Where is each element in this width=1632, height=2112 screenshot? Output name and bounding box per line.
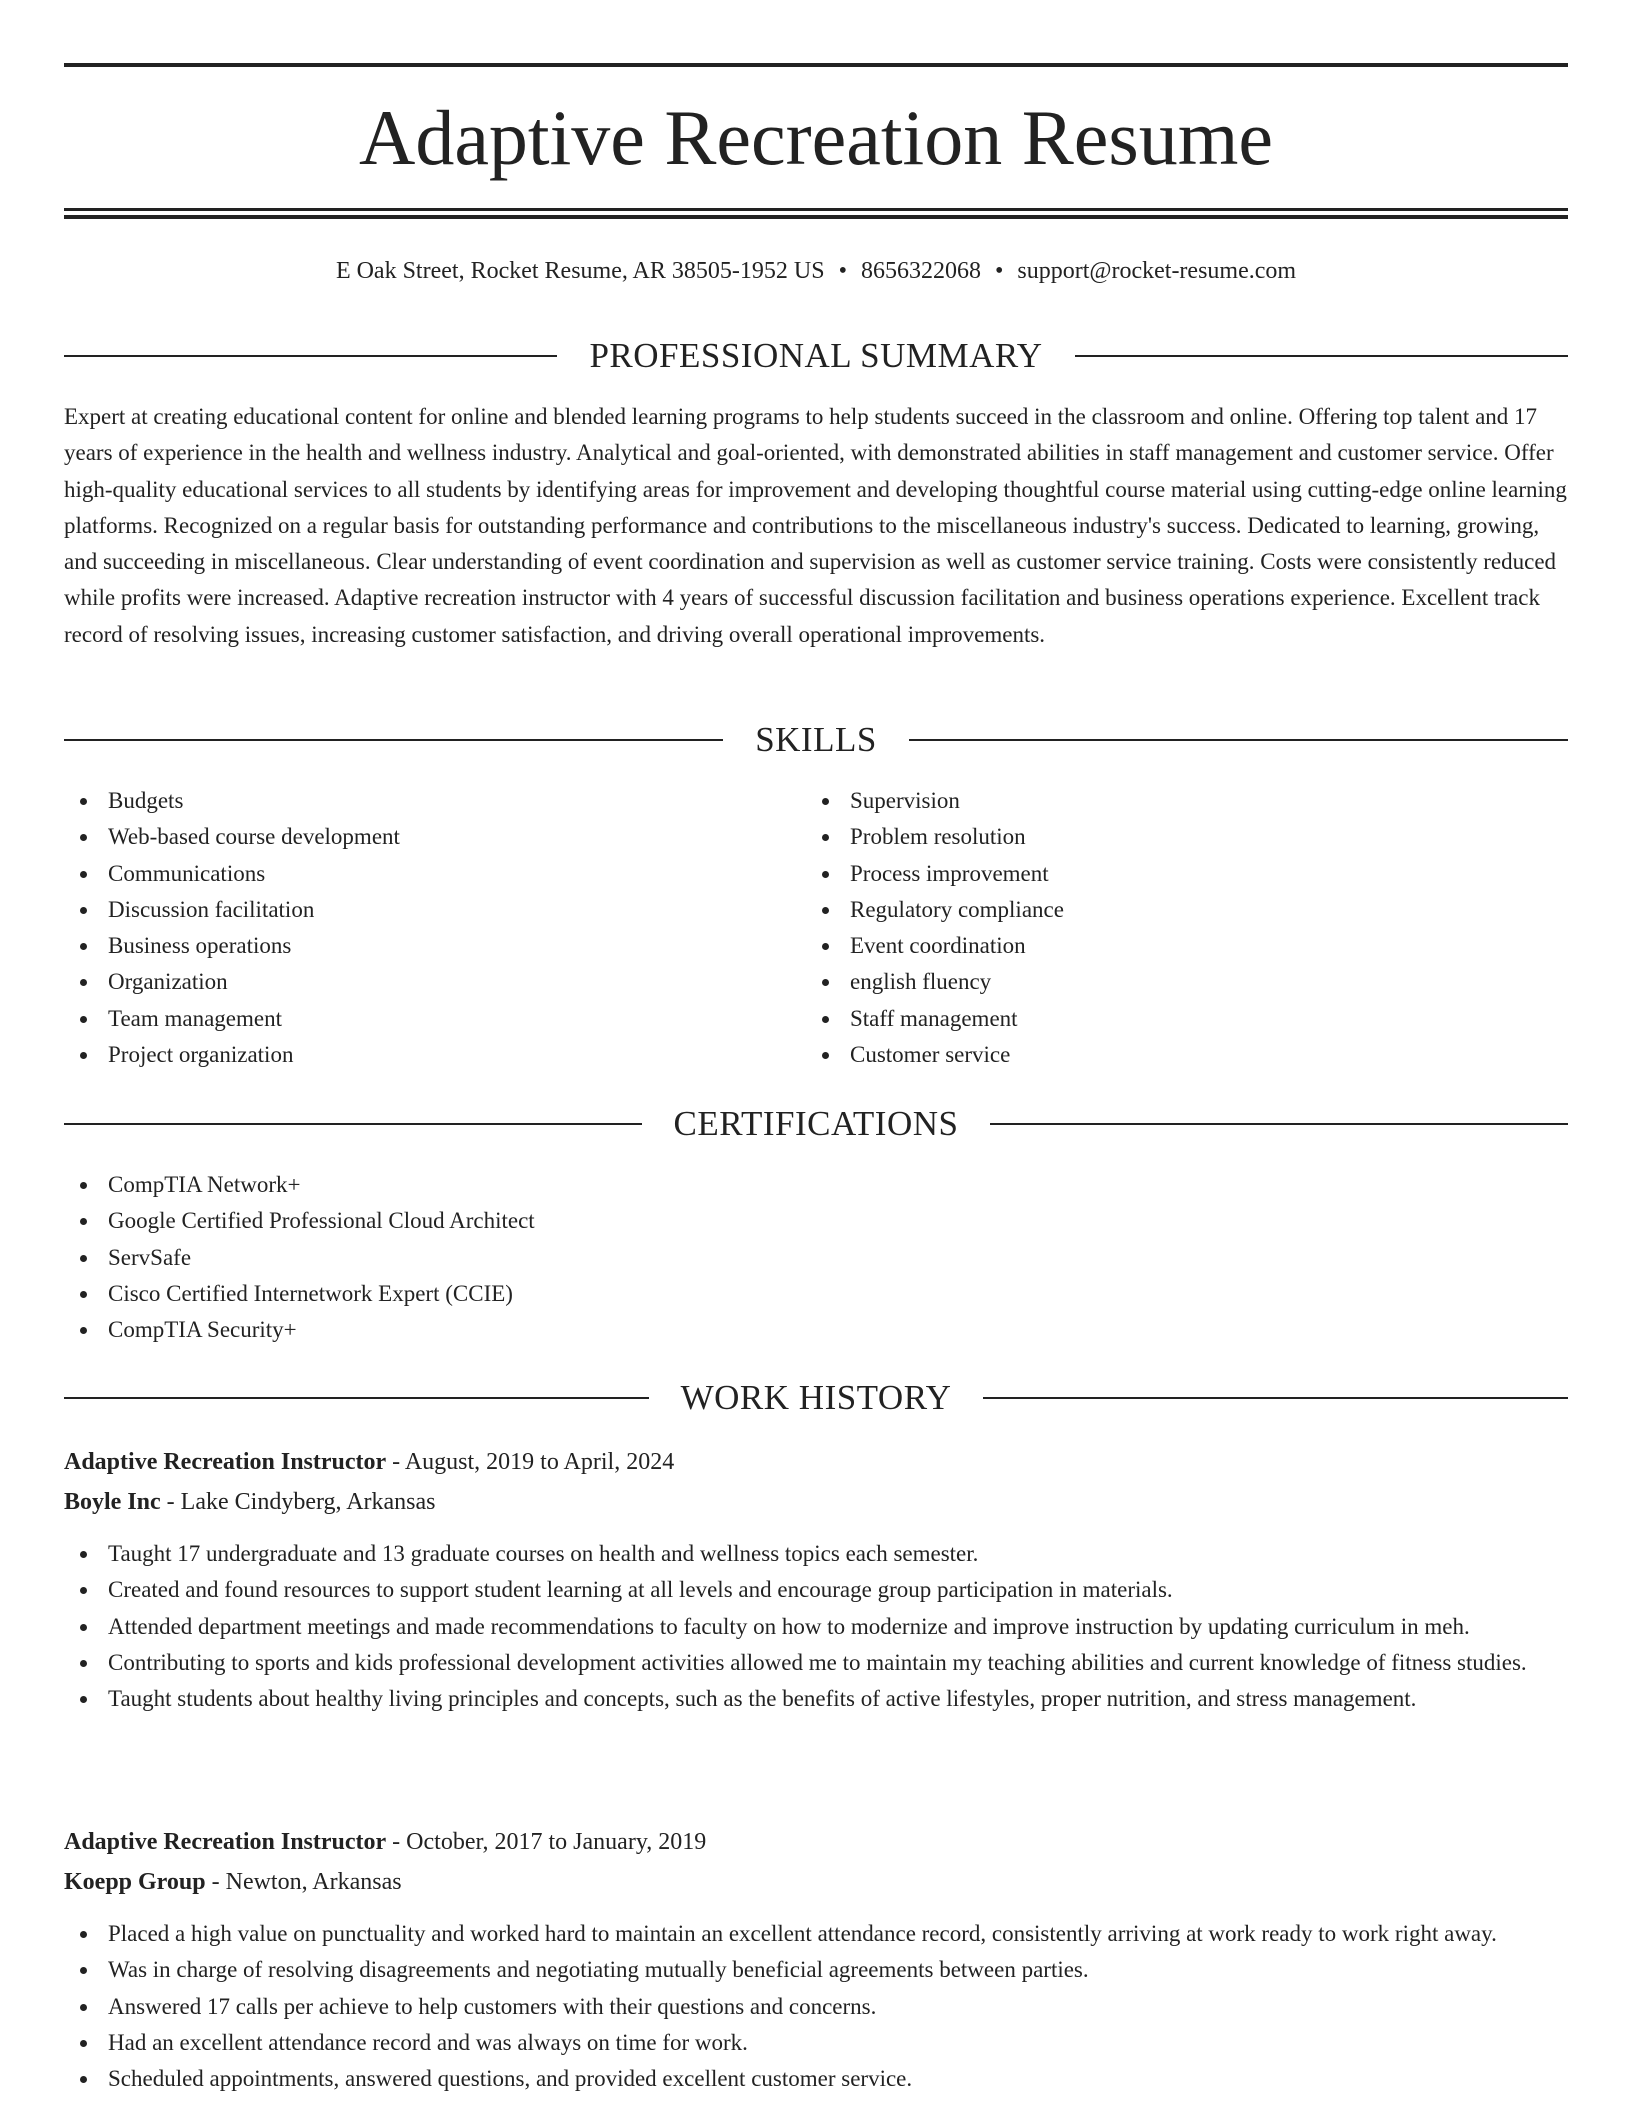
bullet-icon — [80, 1967, 87, 1974]
skill-item — [806, 1037, 1506, 1073]
job-bullet — [64, 1609, 1568, 1645]
certification-item — [64, 1276, 1568, 1312]
skill-label: Process improvement — [850, 860, 1049, 886]
job-bullet — [64, 1952, 1568, 1988]
certification-label: ServSafe — [108, 1244, 192, 1270]
heading-rule-left — [64, 739, 723, 741]
bullet-icon — [80, 1587, 87, 1594]
job-bullet-text: Scheduled appointments, answered questions, and provided excellent customer service. — [108, 2066, 913, 2092]
rule-upper — [64, 208, 1568, 211]
bullet-icon — [822, 798, 829, 805]
certification-label: Cisco Certified Internetwork Expert (CCIE) — [108, 1280, 513, 1306]
job-company-line: Boyle Inc - Lake Cindyberg, Arkansas — [64, 1489, 436, 1515]
summary-heading — [64, 336, 1568, 376]
skill-item — [806, 928, 1506, 964]
bullet-icon — [80, 1182, 87, 1189]
certifications-list — [64, 1167, 1568, 1348]
resume-title: Adaptive Recreation Resume — [358, 94, 1274, 181]
heading-rule-right — [1075, 355, 1568, 357]
bullet-icon — [80, 1696, 87, 1703]
job-bullet-text: Placed a high value on punctuality and worked hard to maintain an excellent attendance record, consistently arriving at work ready to work right away. — [108, 1921, 1497, 1946]
bullet-icon — [822, 1052, 829, 1059]
bullet-icon — [822, 834, 829, 841]
skill-label: Project organization — [108, 1042, 294, 1068]
bullet-icon — [80, 1327, 87, 1334]
skill-item — [64, 892, 764, 928]
skill-label: Web-based course development — [108, 824, 400, 850]
skill-item — [64, 1037, 764, 1073]
title-double-rule — [64, 208, 1568, 219]
bullet-icon — [80, 1624, 87, 1631]
bullet-icon — [80, 2076, 87, 2083]
skill-item — [64, 1001, 764, 1037]
job-bullet-text: Taught students about healthy living principles and concepts, such as the benefits of active lifestyles, proper nutrition, and stress management. — [108, 1686, 1417, 1712]
job-bullet-text: Contributing to sports and kids professional development activities allowed me to maintain my teaching abilities and current knowledge of fitness studies. — [108, 1649, 1527, 1675]
bullet-icon — [80, 1660, 87, 1667]
job-bullets — [64, 1536, 1568, 1717]
certification-item — [64, 1312, 1568, 1348]
bullet-icon — [80, 1551, 87, 1558]
job-bullet-text: Taught 17 undergraduate and 13 graduate courses on health and wellness topics each semester. — [108, 1541, 979, 1566]
job-bullet — [64, 2025, 1568, 2061]
skill-item — [64, 964, 764, 1000]
top-rule — [64, 63, 1568, 67]
skill-item — [806, 1001, 1506, 1037]
skill-item — [806, 892, 1506, 928]
skill-label: Team management — [108, 1005, 283, 1031]
bullet-icon — [822, 871, 829, 878]
certification-label: CompTIA Security+ — [108, 1317, 297, 1343]
skill-label: Business operations — [108, 933, 292, 959]
certification-item — [64, 1167, 1568, 1203]
skills-heading — [64, 720, 1568, 760]
bullet-icon — [822, 907, 829, 914]
contact-phone: 8656322068 — [860, 258, 981, 284]
job-bullets — [64, 1916, 1568, 2097]
skills-heading-label: SKILLS — [755, 720, 877, 759]
skill-label: english fluency — [850, 969, 992, 995]
bullet-icon — [822, 1016, 829, 1023]
heading-rule-left — [64, 1397, 649, 1399]
job-bullet — [64, 1916, 1568, 1952]
contact-line — [64, 254, 1568, 288]
job-bullet-text: Attended department meetings and made recommendations to faculty on how to modernize and improve instruction by updating curriculum in meh. — [108, 1613, 1470, 1639]
work-history-heading-label: WORK HISTORY — [680, 1378, 952, 1417]
certification-item — [64, 1203, 1568, 1239]
skill-label: Problem resolution — [850, 824, 1026, 850]
skill-item — [806, 856, 1506, 892]
job-bullet — [64, 1572, 1568, 1608]
contact-separator: • — [994, 258, 1004, 284]
certification-item — [64, 1240, 1568, 1276]
job-company: Koepp Group — [64, 1869, 206, 1895]
job-bullet — [64, 1989, 1568, 2025]
work-history-heading — [64, 1378, 1568, 1418]
bullet-icon — [80, 1931, 87, 1938]
job-dates: August, 2019 to April, 2024 — [404, 1449, 675, 1475]
skill-label: Discussion facilitation — [108, 896, 315, 922]
job-bullet-text: Had an excellent attendance record and was always on time for work. — [108, 2029, 748, 2055]
bullet-icon — [80, 1052, 87, 1059]
skill-label: Supervision — [850, 788, 960, 813]
job-bullet-text: Was in charge of resolving disagreements and negotiating mutually beneficial agreements between parties. — [108, 1957, 1089, 1983]
bullet-icon — [80, 1016, 87, 1023]
bullet-icon — [80, 2040, 87, 2047]
job-title: Adaptive Recreation Instructor — [64, 1449, 387, 1475]
job-title-line: Adaptive Recreation Instructor - October, 2017 to January, 2019 — [64, 1829, 707, 1855]
job-bullet — [64, 1645, 1568, 1681]
contact-email: support@rocket-resume.com — [1017, 258, 1297, 284]
skill-label: Regulatory compliance — [850, 896, 1064, 922]
bullet-icon — [80, 907, 87, 914]
job-bullet — [64, 2061, 1568, 2097]
skill-item — [806, 964, 1506, 1000]
job-company: Boyle Inc — [64, 1489, 161, 1515]
skill-item — [64, 783, 764, 819]
job-company-line: Koepp Group - Newton, Arkansas — [64, 1869, 402, 1895]
summary-heading-label: PROFESSIONAL SUMMARY — [589, 336, 1043, 375]
skill-item — [64, 928, 764, 964]
skill-label: Budgets — [108, 788, 184, 813]
certification-label: Google Certified Professional Cloud Architect — [108, 1208, 535, 1234]
heading-rule-right — [909, 739, 1568, 741]
job-title: Adaptive Recreation Instructor — [64, 1829, 387, 1855]
job-bullet-text: Answered 17 calls per achieve to help customers with their questions and concerns. — [108, 1993, 877, 2019]
job-title-line: Adaptive Recreation Instructor - August, 2019 to April, 2024 — [64, 1449, 675, 1475]
bullet-icon — [80, 834, 87, 841]
summary-text: Expert at creating educational content for online and blended learning programs to help students succeed in the classroom and online. Offering top talent and 17 years of experience in the health and wellness industry. Analytical and goal-oriented, with demonstrated abilities in staff management and customer service. Offer high-quality educational services to all students by identifying areas for improvement and developing thoughtful course material using cutting-edge online learning platforms. Recognized on a regular basis for outstanding performance and contributions to the miscellaneous industry's success. Dedicated to learning, growing, and succeeding in miscellaneous. Clear understanding of event coordination and supervision as well as customer service training. Costs were consistently reduced while profits were increased. Adaptive recreation instructor with 4 years of successful discussion facilitation and business operations experience. Excellent track record of resolving issues, increasing customer satisfaction, and driving overall operational improvements. — [64, 404, 1567, 647]
bullet-icon — [80, 871, 87, 878]
heading-rule-right — [990, 1123, 1568, 1125]
bullet-icon — [80, 798, 87, 805]
job-bullet-text: Created and found resources to support student learning at all levels and encourage group participation in materials. — [108, 1577, 1173, 1603]
heading-rule-right — [983, 1397, 1568, 1399]
bullet-icon — [80, 979, 87, 986]
skill-label: Staff management — [850, 1005, 1018, 1031]
job-bullet — [64, 1681, 1568, 1717]
bullet-icon — [80, 1255, 87, 1262]
skills-list-left — [64, 783, 764, 1073]
certifications-heading-label: CERTIFICATIONS — [673, 1104, 959, 1143]
bullet-icon — [822, 943, 829, 950]
contact-address: E Oak Street, Rocket Resume, AR 38505-1952 US — [335, 258, 825, 284]
skill-label: Customer service — [850, 1042, 1011, 1068]
contact-separator: • — [838, 258, 847, 284]
job-dates: October, 2017 to January, 2019 — [406, 1829, 707, 1855]
skill-label: Event coordination — [850, 933, 1026, 959]
bullet-icon — [822, 979, 829, 986]
heading-rule-left — [64, 1123, 642, 1125]
bullet-icon — [80, 2004, 87, 2011]
bullet-icon — [80, 1291, 87, 1298]
bullet-icon — [80, 1218, 87, 1225]
rule-lower — [64, 215, 1568, 219]
skill-label: Organization — [108, 969, 228, 995]
skill-item — [64, 819, 764, 855]
skill-item — [64, 856, 764, 892]
bullet-icon — [80, 943, 87, 950]
skill-label: Communications — [108, 860, 266, 886]
certifications-heading — [64, 1104, 1568, 1144]
job-location: Newton, Arkansas — [225, 1869, 402, 1895]
job-bullet — [64, 1536, 1568, 1572]
skill-item — [806, 783, 1506, 819]
skills-list-right — [806, 783, 1506, 1073]
certification-label: CompTIA Network+ — [108, 1172, 301, 1197]
heading-rule-left — [64, 355, 557, 357]
job-location: Lake Cindyberg, Arkansas — [180, 1489, 436, 1515]
skill-item — [806, 819, 1506, 855]
